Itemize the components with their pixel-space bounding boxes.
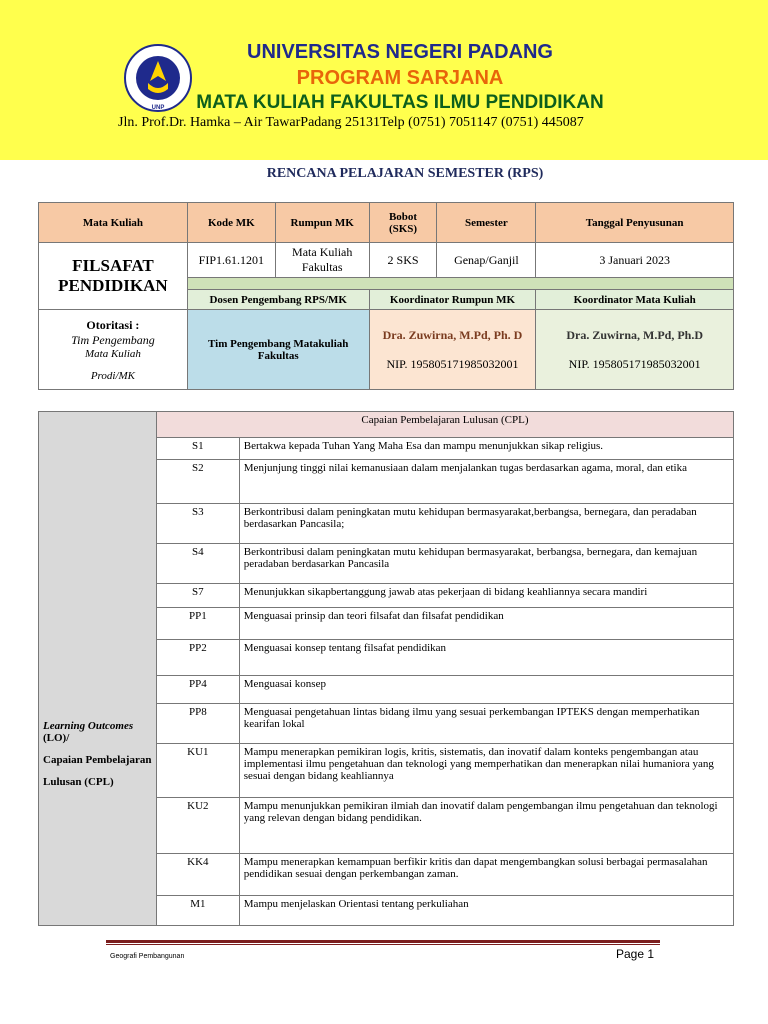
footer-rule bbox=[106, 940, 660, 943]
footer-rule-thin bbox=[106, 944, 660, 945]
document-title: RENCANA PELAJARAN SEMESTER (RPS) bbox=[266, 166, 544, 181]
koord-rumpun-nip: NIP. 195805171985032001 bbox=[386, 356, 519, 371]
course-rumpun: Mata Kuliah Fakultas bbox=[275, 243, 369, 278]
course-bobot: 2 SKS bbox=[369, 243, 437, 278]
cpl-code: KU2 bbox=[156, 798, 239, 854]
cpl-text: Mampu menunjukkan pemikiran ilmiah dan inovatif dalam pengembangan ilmu pengetahuan dan teknologi yang relevan dengan bidang pendidikan. bbox=[239, 798, 733, 854]
university-name: UNIVERSITAS NEGERI PADANG bbox=[247, 41, 553, 63]
koord-mk-nip: NIP. 195805171985032001 bbox=[568, 356, 701, 371]
cpl-text: Menjunjung tinggi nilai kemanusiaan dalam menjalankan tugas berdasarkan agama, moral, dan etika bbox=[239, 460, 733, 504]
cpl-code: PP1 bbox=[156, 608, 239, 640]
cpl-text: Berkontribusi dalam peningkatan mutu kehidupan bermasyarakat,berbangsa, bernegara, dan peradaban berdasarkan Pancasila; bbox=[239, 504, 733, 544]
cpl-left-label bbox=[39, 412, 157, 926]
subheader-dosen: Dosen Pengembang RPS/MK bbox=[187, 290, 369, 310]
otoritasi-cell bbox=[39, 310, 188, 390]
cpl-code: S7 bbox=[156, 584, 239, 608]
otoritasi-line1: Tim Pengembang bbox=[71, 332, 155, 347]
lulusan-label: Lulusan (CPL) bbox=[43, 775, 114, 788]
course-semester: Genap/Ganjil bbox=[437, 243, 536, 278]
otoritasi-label: Otoritasi : bbox=[86, 317, 140, 332]
capaian-label: Capaian Pembelajaran bbox=[43, 753, 152, 766]
cpl-code: S1 bbox=[156, 438, 239, 460]
cpl-code: M1 bbox=[156, 896, 239, 926]
cpl-code: S4 bbox=[156, 544, 239, 584]
koord-rumpun-cell bbox=[369, 310, 536, 390]
course-info-table bbox=[38, 202, 734, 390]
page-number: Page 1 bbox=[616, 947, 655, 961]
cpl-text: Menguasai konsep tentang filsafat pendidikan bbox=[239, 640, 733, 676]
cpl-text: Menguasai konsep bbox=[239, 676, 733, 704]
cpl-text: Menguasai prinsip dan teori filsafat dan filsafat pendidikan bbox=[239, 608, 733, 640]
header-mata-kuliah: Mata Kuliah bbox=[39, 203, 188, 243]
course-name: FILSAFAT PENDIDIKAN bbox=[39, 243, 188, 310]
cpl-text: Bertakwa kepada Tuhan Yang Maha Esa dan mampu menunjukkan sikap religius. bbox=[239, 438, 733, 460]
dosen-pengembang: Tim Pengembang Matakuliah Fakultas bbox=[187, 310, 369, 390]
koord-rumpun-name: Dra. Zuwirna, M.Pd, Ph. D bbox=[382, 327, 523, 342]
header-tanggal: Tanggal Penyusunan bbox=[536, 203, 734, 243]
course-code: FIP1.61.1201 bbox=[187, 243, 275, 278]
footer-left-text: Geografi Pembangunan bbox=[110, 953, 185, 960]
address: Jln. Prof.Dr. Hamka – Air TawarPadang 25131Telp (0751) 7051147 (0751) 445087 bbox=[118, 115, 584, 130]
cpl-text: Mampu menerapkan kemampuan berfikir kritis dan dapat mengembangkan solusi berbagai permasalahan pendidikan sesuai dengan perkembangan zaman. bbox=[239, 854, 733, 896]
cpl-text: Menguasai pengetahuan lintas bidang ilmu yang sesuai perkembangan IPTEKS dengan memperhatikan kearifan lokal bbox=[239, 704, 733, 744]
cpl-code: S2 bbox=[156, 460, 239, 504]
header-semester: Semester bbox=[437, 203, 536, 243]
cpl-header: Capaian Pembelajaran Lulusan (CPL) bbox=[156, 412, 733, 438]
cpl-text: Mampu menerapkan pemikiran logis, kritis, sistematis, dan inovatif dalam konteks pengembangan atau implementasi ilmu pengetahuan dan teknologi yang memperhatikan dan menerapkan nilai humaniora yang sesuai dengan bidang keahliannya bbox=[239, 744, 733, 798]
cpl-code: KU1 bbox=[156, 744, 239, 798]
koord-mk-cell bbox=[536, 310, 734, 390]
cpl-text: Mampu menjelaskan Orientasi tentang perkuliahan bbox=[239, 896, 733, 926]
otoritasi-line3: Prodi/MK bbox=[90, 369, 136, 382]
letterhead bbox=[0, 0, 768, 160]
cpl-text: Berkontribusi dalam peningkatan mutu kehidupan bermasyarakat, berbangsa, bernegara, dan kemajuan peradaban berdasarkan Pancasila bbox=[239, 544, 733, 584]
cpl-table bbox=[38, 411, 734, 926]
cpl-code: PP8 bbox=[156, 704, 239, 744]
green-spacer bbox=[187, 278, 733, 290]
program-name: PROGRAM SARJANA bbox=[296, 67, 504, 89]
course-group: MATA KULIAH FAKULTAS ILMU PENDIDIKAN bbox=[196, 92, 604, 113]
subheader-koord-mk: Koordinator Mata Kuliah bbox=[536, 290, 734, 310]
lo-label: Learning Outcomes bbox=[43, 719, 134, 732]
cpl-text: Menunjukkan sikapbertanggung jawab atas pekerjaan di bidang keahliannya secara mandiri bbox=[239, 584, 733, 608]
otoritasi-line2: Mata Kuliah bbox=[84, 347, 141, 360]
cpl-code: PP4 bbox=[156, 676, 239, 704]
svg-text:UNP: UNP bbox=[151, 105, 165, 111]
cpl-code: KK4 bbox=[156, 854, 239, 896]
subheader-koord-rumpun: Koordinator Rumpun MK bbox=[369, 290, 536, 310]
cpl-code: PP2 bbox=[156, 640, 239, 676]
header-bobot: Bobot (SKS) bbox=[369, 203, 437, 243]
koord-mk-name: Dra. Zuwirna, M.Pd, Ph.D bbox=[566, 327, 703, 342]
lo-suffix: (LO)/ bbox=[43, 731, 70, 744]
header-rumpun-mk: Rumpun MK bbox=[275, 203, 369, 243]
cpl-code: S3 bbox=[156, 504, 239, 544]
header-kode-mk: Kode MK bbox=[187, 203, 275, 243]
course-date: 3 Januari 2023 bbox=[536, 243, 734, 278]
